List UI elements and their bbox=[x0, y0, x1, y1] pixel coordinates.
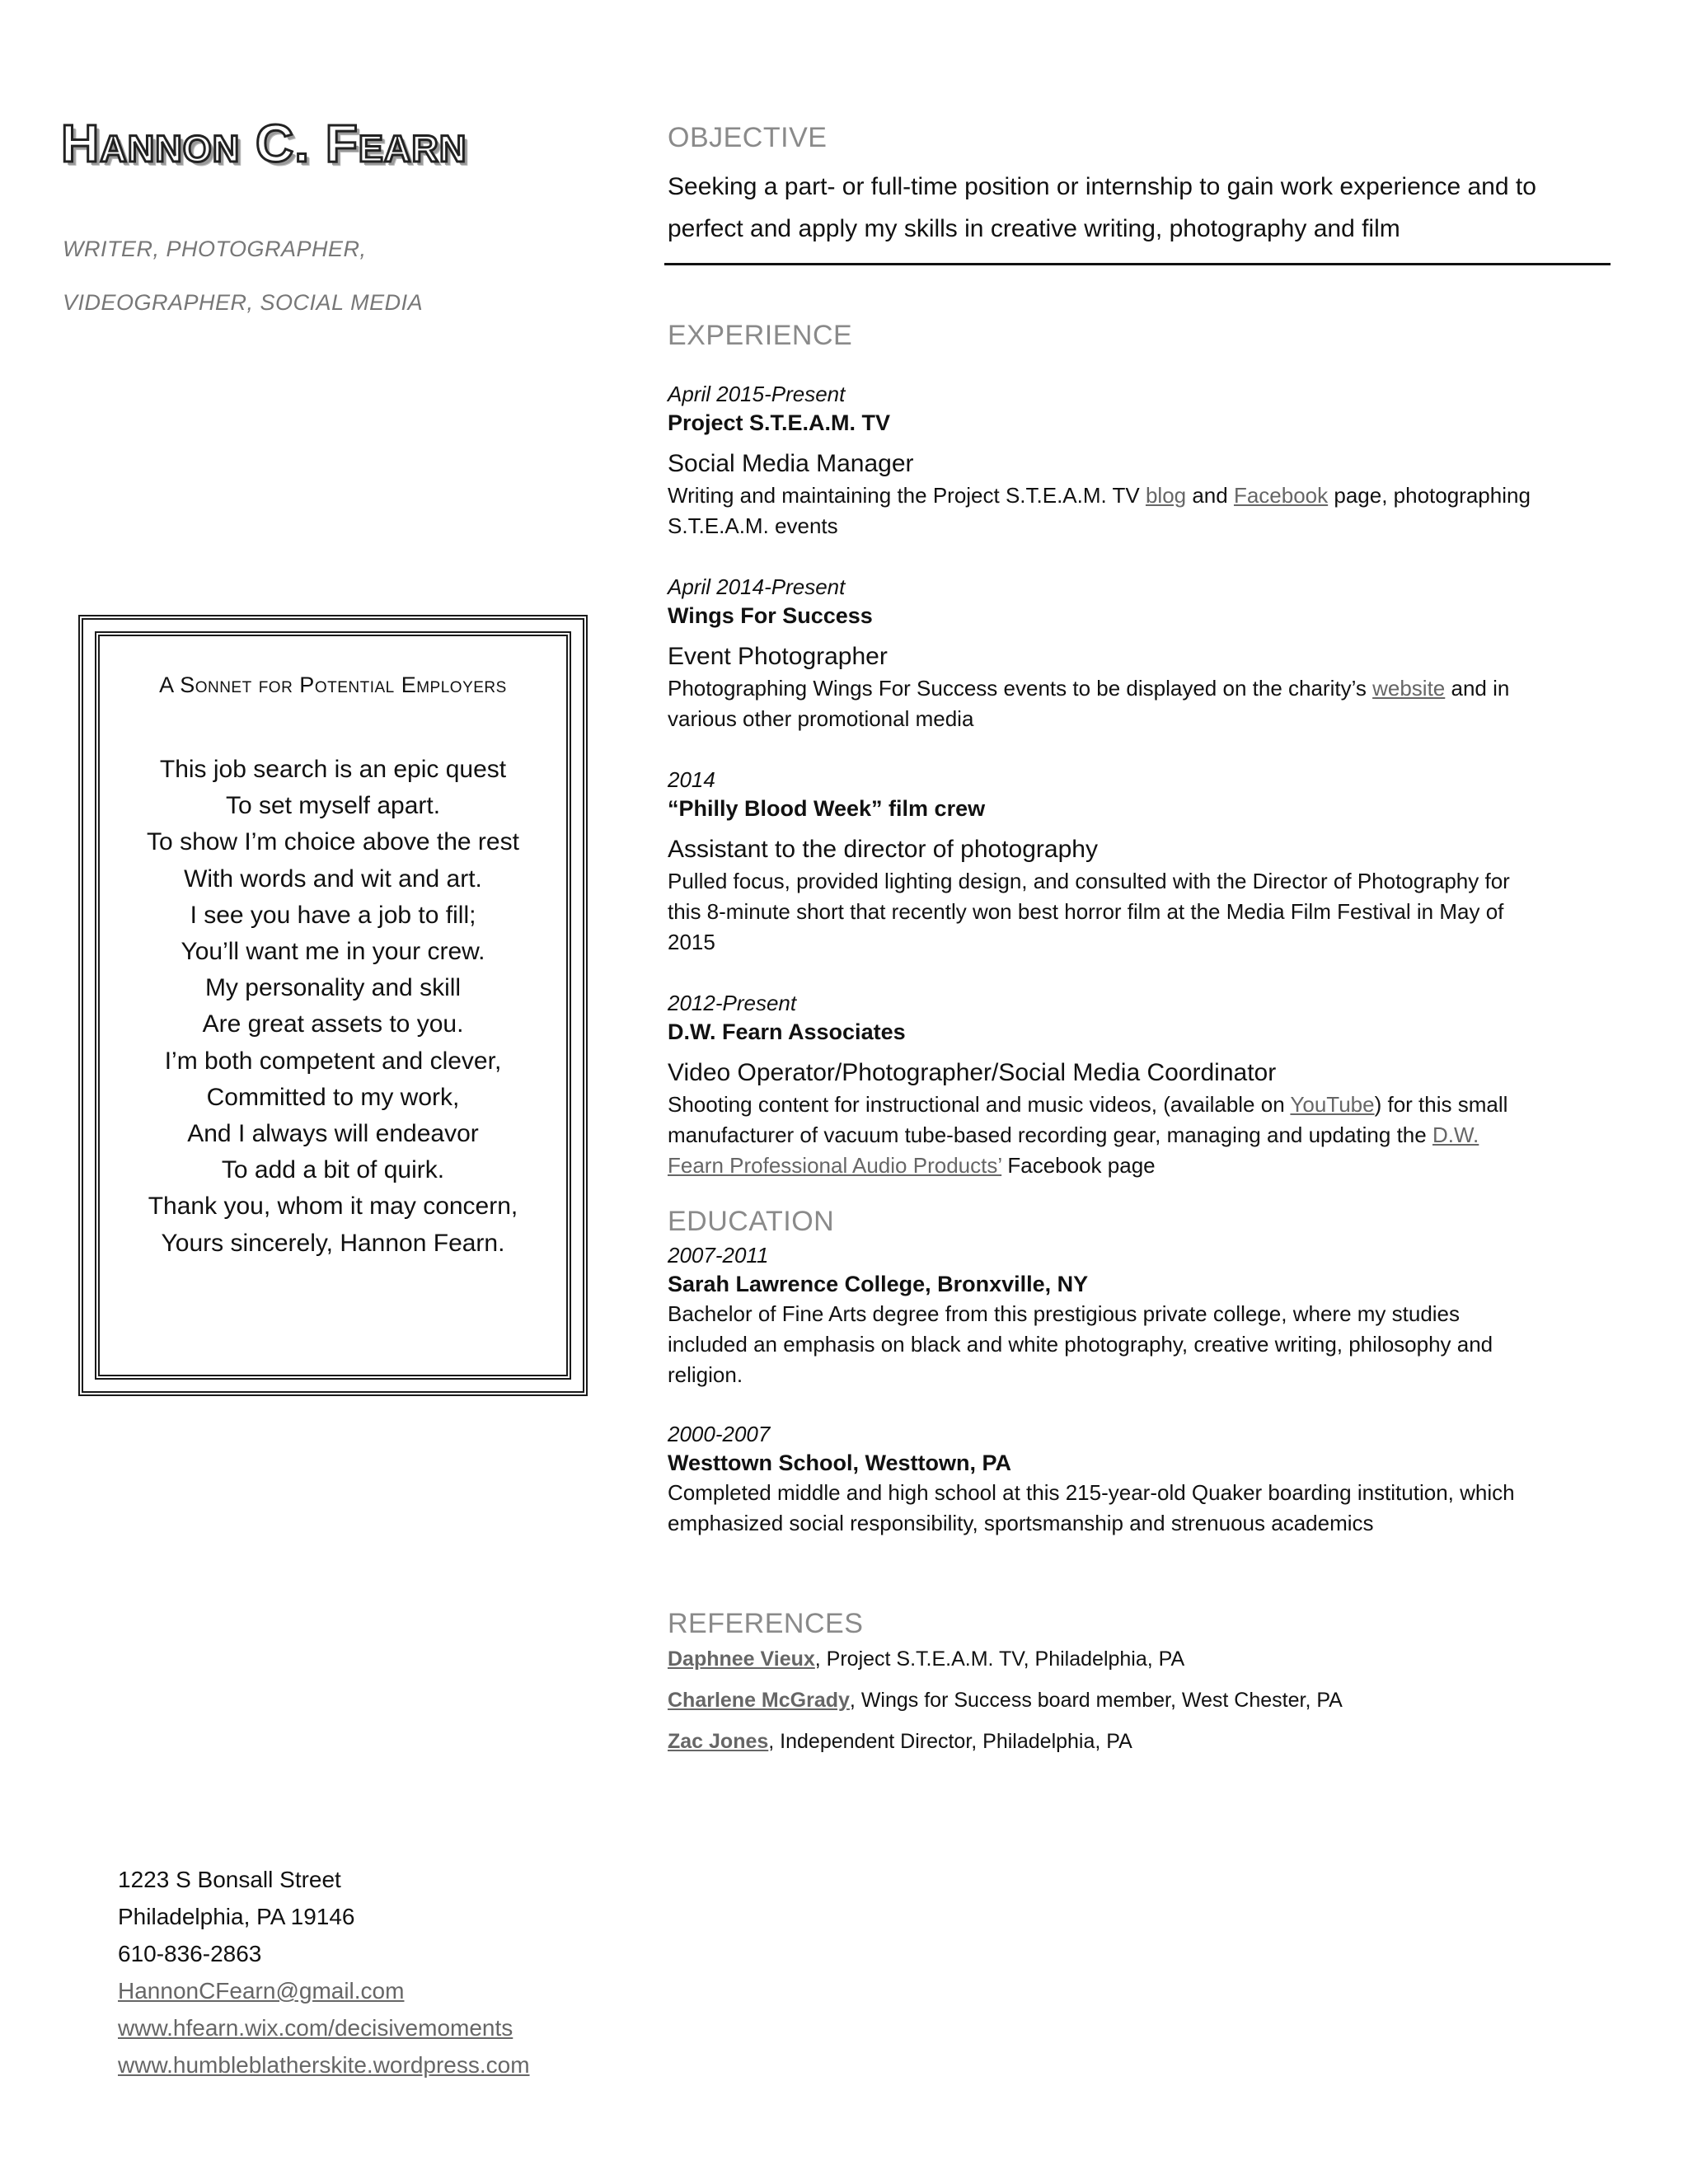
education-entry bbox=[668, 1420, 1615, 1539]
job-title: Social Media Manager bbox=[668, 450, 914, 477]
reference-detail: , Independent Director, Philadelphia, PA bbox=[768, 1730, 1132, 1753]
job-organization: Project S.T.E.A.M. TV bbox=[668, 410, 891, 435]
reference-item bbox=[668, 1638, 1615, 1680]
sonnet-line: And I always will endeavor bbox=[187, 1120, 479, 1148]
job-desc-text: Shooting content for instructional and music videos, (available on bbox=[668, 1092, 1291, 1117]
sonnet-line: Are great assets to you. bbox=[202, 1010, 464, 1038]
job-description bbox=[668, 1090, 1615, 1181]
school-name: Westtown School, Westtown, PA bbox=[668, 1451, 1012, 1475]
sonnet-line: To show I’m choice above the rest bbox=[147, 828, 519, 856]
sonnet-lines bbox=[100, 752, 566, 1262]
education-description bbox=[668, 1299, 1615, 1390]
job-desc-text: Photographing Wings For Success events to be displayed on the charity’s bbox=[668, 676, 1373, 701]
experience-heading: EXPERIENCE bbox=[668, 320, 853, 351]
objective-line-2: perfect and apply my skills in creative writing, photography and film bbox=[668, 215, 1400, 242]
job-entry bbox=[668, 380, 1615, 541]
education-description bbox=[668, 1478, 1615, 1539]
job-desc-text: S.T.E.A.M. events bbox=[668, 513, 838, 538]
sonnet-line: You’ll want me in your crew. bbox=[181, 938, 485, 966]
references-list bbox=[668, 1638, 1615, 1762]
sonnet-inner-border bbox=[95, 631, 571, 1380]
education-date: 2000-2007 bbox=[668, 1422, 771, 1446]
contact-street: 1223 S Bonsall Street bbox=[118, 1867, 341, 1892]
facebook-link[interactable]: Facebook bbox=[1233, 483, 1329, 508]
job-organization: D.W. Fearn Associates bbox=[668, 1019, 906, 1044]
email-link[interactable]: HannonCFearn@gmail.com bbox=[118, 1978, 405, 2004]
roles-line-1: WRITER, PHOTOGRAPHER, bbox=[63, 237, 367, 261]
job-desc-text: 2015 bbox=[668, 930, 715, 954]
school-name: Sarah Lawrence College, Bronxville, NY bbox=[668, 1272, 1089, 1296]
sonnet-title: A Sonnet for Potential Employers bbox=[159, 673, 507, 697]
objective-divider bbox=[664, 263, 1611, 265]
job-title: Event Photographer bbox=[668, 643, 888, 670]
job-organization: “Philly Blood Week” film crew bbox=[668, 796, 986, 821]
website-link[interactable]: website bbox=[1372, 676, 1446, 701]
reference-detail: , Wings for Success board member, West Chester, PA bbox=[849, 1689, 1343, 1712]
contact-block bbox=[118, 1861, 530, 2083]
dw-fearn-link[interactable]: D.W. bbox=[1432, 1122, 1479, 1147]
sonnet-line: My personality and skill bbox=[204, 974, 462, 1002]
education-desc-text: Completed middle and high school at this 215-year-old Quaker boarding institution, which bbox=[668, 1480, 1515, 1505]
blog-site-link[interactable]: www.humbleblatherskite.wordpress.com bbox=[118, 2052, 530, 2078]
job-date: April 2014-Present bbox=[668, 574, 846, 599]
education-date: 2007-2011 bbox=[668, 1243, 769, 1268]
job-desc-text: Facebook page bbox=[1001, 1153, 1156, 1178]
job-entry bbox=[668, 573, 1615, 734]
job-description bbox=[668, 866, 1615, 958]
job-date: 2012-Present bbox=[668, 991, 797, 1015]
reference-detail: , Project S.T.E.A.M. TV, Philadelphia, PA bbox=[814, 1647, 1185, 1671]
dw-fearn-link-cont[interactable]: Fearn Professional Audio Products’ bbox=[668, 1153, 1002, 1178]
sonnet-line: With words and wit and art. bbox=[184, 865, 482, 893]
objective-line-1: Seeking a part- or full-time position or internship to gain work experience and to bbox=[668, 173, 1536, 200]
sonnet-line: I’m both competent and clever, bbox=[164, 1047, 502, 1075]
job-date: 2014 bbox=[668, 767, 715, 792]
job-desc-text: page, photographing bbox=[1328, 483, 1531, 508]
job-entry bbox=[668, 766, 1615, 958]
job-organization: Wings For Success bbox=[668, 603, 873, 628]
reference-item bbox=[668, 1721, 1615, 1762]
sonnet-box bbox=[78, 615, 588, 1396]
job-desc-text: manufacturer of vacuum tube-based recording gear, managing and updating the bbox=[668, 1122, 1432, 1147]
education-desc-text: religion. bbox=[668, 1362, 743, 1387]
job-description bbox=[668, 673, 1615, 734]
youtube-link[interactable]: YouTube bbox=[1290, 1092, 1375, 1117]
job-entry bbox=[668, 989, 1615, 1181]
blog-link[interactable]: blog bbox=[1145, 483, 1187, 508]
objective-heading: OBJECTIVE bbox=[668, 122, 828, 153]
sonnet-line: Yours sincerely, Hannon Fearn. bbox=[161, 1229, 505, 1257]
education-entry bbox=[668, 1241, 1615, 1390]
main-column bbox=[668, 122, 1615, 1762]
job-desc-text: and bbox=[1186, 483, 1234, 508]
education-desc-text: emphasized social responsibility, sportsmanship and strenuous academics bbox=[668, 1511, 1374, 1535]
education-desc-text: included an emphasis on black and white photography, creative writing, philosophy and bbox=[668, 1332, 1493, 1357]
education-heading: EDUCATION bbox=[668, 1206, 835, 1237]
roles-tagline bbox=[63, 223, 590, 330]
sonnet-line: Thank you, whom it may concern, bbox=[148, 1193, 518, 1221]
resume-name: Hannon C. Fearn bbox=[61, 114, 467, 173]
contact-city: Philadelphia, PA 19146 bbox=[118, 1904, 355, 1929]
portfolio-link[interactable]: www.hfearn.wix.com/decisivemoments bbox=[118, 2015, 513, 2041]
reference-name-link[interactable]: Zac Jones bbox=[668, 1730, 769, 1753]
references-heading: REFERENCES bbox=[668, 1608, 864, 1639]
job-desc-text: Pulled focus, provided lighting design, and consulted with the Director of Photography for bbox=[668, 869, 1510, 893]
job-title: Video Operator/Photographer/Social Media Coordinator bbox=[668, 1059, 1277, 1086]
sonnet-line: To add a bit of quirk. bbox=[221, 1156, 445, 1184]
objective-text bbox=[668, 166, 1615, 250]
reference-name-link[interactable]: Charlene McGrady bbox=[668, 1689, 850, 1712]
reference-item bbox=[668, 1680, 1615, 1721]
sonnet-line: This job search is an epic quest bbox=[159, 756, 507, 783]
job-desc-text: various other promotional media bbox=[668, 706, 974, 731]
job-desc-text: ) for this small bbox=[1374, 1092, 1508, 1117]
reference-name-link[interactable]: Daphnee Vieux bbox=[668, 1647, 815, 1671]
job-desc-text: and in bbox=[1445, 676, 1510, 701]
job-date: April 2015-Present bbox=[668, 382, 846, 406]
job-desc-text: this 8-minute short that recently won best horror film at the Media Film Festival in May of bbox=[668, 899, 1504, 924]
contact-phone: 610-836-2863 bbox=[118, 1941, 262, 1966]
job-desc-text: Writing and maintaining the Project S.T.E.A.M. TV bbox=[668, 483, 1146, 508]
education-desc-text: Bachelor of Fine Arts degree from this prestigious private college, where my studies bbox=[668, 1301, 1461, 1326]
sonnet-line: I see you have a job to fill; bbox=[190, 901, 476, 929]
roles-line-2: VIDEOGRAPHER, SOCIAL MEDIA bbox=[63, 290, 424, 315]
sonnet-line: To set myself apart. bbox=[225, 792, 441, 820]
job-description bbox=[668, 480, 1615, 541]
sonnet-line: Committed to my work, bbox=[206, 1083, 460, 1111]
job-title: Assistant to the director of photography bbox=[668, 836, 1098, 863]
